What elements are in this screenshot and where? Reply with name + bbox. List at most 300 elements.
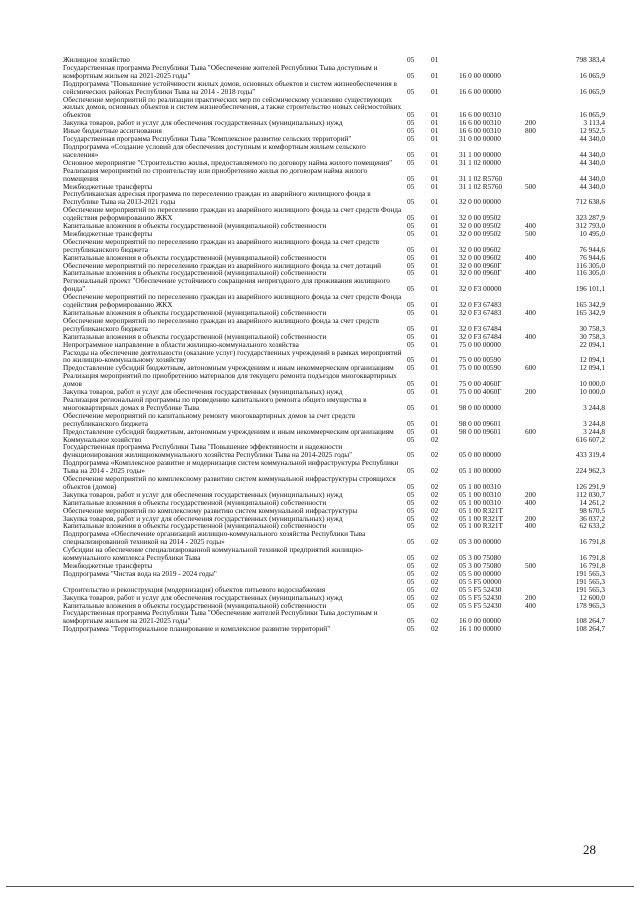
row-amount: 14 261,2 (579, 497, 605, 507)
row-section-code: 05 (407, 339, 415, 349)
row-subsection-code: 01 (431, 260, 439, 270)
row-subsection-code: 02 (431, 434, 439, 444)
row-name: Капитальные вложения в объекты государственной (муниципальной) собственности (63, 331, 327, 341)
row-name: Подпрограмма "Чистая вода на 2019 - 2024 годы" (63, 568, 217, 578)
row-target-article-code: 31 1 02 R5760 (459, 181, 503, 191)
row-name: Закупка товаров, работ и услуг для обеспечения государственных (муниципальных) нужд (63, 513, 343, 523)
table-row (63, 570, 605, 578)
row-section-code: 05 (407, 110, 415, 120)
row-section-code: 05 (407, 197, 415, 207)
row-section-code: 05 (407, 624, 415, 634)
row-target-article-code: 16 6 00 00310 (459, 126, 501, 136)
row-expense-type-code (525, 64, 555, 80)
row-target-article-code: 32 0 00 09602 (459, 252, 501, 262)
row-subsection-code: 01 (431, 173, 439, 183)
row-section-code: 05 (407, 213, 415, 223)
row-subsection-code: 01 (431, 363, 439, 373)
row-section-code: 05 (407, 489, 415, 499)
row-subsection-code: 01 (431, 86, 439, 96)
row-section-code: 05 (407, 70, 415, 80)
row-name: Жилищное хозяйство (63, 55, 130, 64)
row-target-article-code: 05 1 00 00310 (459, 497, 501, 507)
row-amount: 165 342,9 (575, 308, 605, 317)
row-section-code: 05 (407, 576, 415, 586)
row-name: Предоставление субсидий бюджетным, автономным учреждениям и иным некоммерческим организациям (63, 363, 394, 373)
row-target-article-code: 98 0 00 00000 (459, 402, 501, 412)
row-section-code: 05 (407, 323, 415, 333)
row-section-code: 05 (407, 568, 415, 578)
row-section-code: 05 (407, 268, 415, 278)
row-target-article-code: 05 1 00 00310 (459, 489, 501, 499)
row-section-code: 05 (407, 537, 415, 547)
row-name: Обеспечение мероприятий по комплексному развитию систем коммунальной инфраструктуры (63, 505, 358, 515)
row-expense-type-code: 500 (525, 181, 536, 191)
row-expense-type-code (525, 625, 555, 633)
row-subsection-code: 01 (431, 387, 439, 397)
row-target-article-code (459, 56, 525, 64)
row-amount: 16 791,8 (579, 537, 605, 547)
row-subsection-code: 02 (431, 624, 439, 634)
row-section-code: 05 (407, 134, 415, 144)
row-name: Капитальные вложения в объекты государственной (муниципальной) собственности (63, 308, 327, 317)
row-subsection-code: 02 (431, 616, 439, 626)
row-amount: 108 264,7 (575, 616, 605, 626)
row-subsection-code: 01 (431, 149, 439, 159)
row-section-code: 05 (407, 86, 415, 96)
row-expense-type-code (525, 546, 555, 562)
row-amount: 44 340,0 (579, 149, 605, 159)
row-subsection-code: 02 (431, 537, 439, 547)
row-amount: 44 340,0 (579, 157, 605, 167)
row-subsection-code: 02 (431, 600, 439, 610)
row-section-code: 05 (407, 355, 415, 365)
row-subsection-code: 01 (431, 110, 439, 120)
row-amount: 44 340,0 (579, 134, 605, 144)
row-section-code: 05 (407, 149, 415, 159)
row-target-article-code: 32 0 F3 67483 (459, 308, 502, 317)
row-amount: 98 670,5 (579, 505, 605, 515)
row-name: Обеспечение мероприятий по переселению граждан из аварийного жилищного фонда за счет средств республиканского бюджета (63, 236, 380, 254)
row-expense-type-code: 400 (525, 221, 536, 231)
row-target-article-code: 32 0 00 09502 (459, 228, 501, 238)
row-target-article-code: 32 0 F3 67483 (459, 300, 502, 310)
row-subsection-code: 01 (431, 70, 439, 80)
row-subsection-code: 01 (431, 426, 439, 436)
table-row (63, 238, 605, 254)
row-amount: 44 340,0 (579, 173, 605, 183)
row-section-code: 05 (407, 418, 415, 428)
table-row (63, 372, 605, 388)
row-section-code: 05 (407, 497, 415, 507)
row-expense-type-code: 600 (525, 363, 536, 373)
row-amount: 12 094,1 (579, 355, 605, 365)
row-section-code: 05 (407, 284, 415, 294)
row-name: Капитальные вложения в объекты государственной (муниципальной) собственности (63, 521, 327, 531)
row-target-article-code: 75 0 00 00000 (459, 339, 501, 349)
row-subsection-code: 02 (431, 466, 439, 476)
row-target-article-code: 32 0 00 0960Г (459, 268, 502, 278)
row-name: Государственная программа Республики Тыва "Комплексное развитие сельских территорий" (63, 134, 352, 144)
row-section-code: 05 (407, 118, 415, 128)
row-amount: 3 244,8 (583, 426, 605, 436)
table-row (63, 190, 605, 206)
row-subsection-code: 01 (431, 355, 439, 365)
row-target-article-code (459, 436, 525, 444)
table-row (63, 459, 605, 475)
row-section-code: 05 (407, 157, 415, 167)
table-row (63, 428, 605, 436)
row-subsection-code: 01 (431, 213, 439, 223)
row-subsection-code: 02 (431, 576, 439, 586)
row-section-code: 05 (407, 126, 415, 136)
row-subsection-code: 02 (431, 592, 439, 602)
table-row (63, 277, 605, 293)
table-row (63, 475, 605, 491)
row-name: Подпрограмма «Обеспечение организаций жилищно-коммунального хозяйства Республики Тыва специализированной техникой на 2014 - 2025 годы» (63, 529, 366, 547)
row-name: Государственная программа Республики Тыва "Обеспечение жителей Республики Тыва доступным и комфортным жильем на 2021-2025 годы" (63, 62, 378, 80)
row-subsection-code: 01 (431, 197, 439, 207)
row-target-article-code: 75 0 00 00590 (459, 363, 501, 373)
row-expense-type-code (525, 143, 555, 159)
row-subsection-code: 02 (431, 584, 439, 594)
row-amount: 3 244,8 (583, 418, 605, 428)
row-amount: 76 944,6 (579, 244, 605, 254)
row-section-code: 05 (407, 300, 415, 310)
row-target-article-code: 32 0 00 09502 (459, 213, 501, 223)
row-expense-type-code: 400 (525, 268, 536, 278)
row-name: Закупка товаров, работ и услуг для обеспечения государственных (муниципальных) нужд (63, 489, 343, 499)
row-subsection-code: 02 (431, 561, 439, 570)
table-row (63, 625, 605, 633)
row-subsection-code: 01 (431, 252, 439, 262)
row-subsection-code: 01 (431, 284, 439, 294)
row-subsection-code: 02 (431, 513, 439, 523)
row-name: Обеспечение мероприятий по переселению граждан из аварийного жилищного фонда за счет средств Фонда содействия реформированию ЖКХ (63, 205, 402, 223)
row-subsection-code: 02 (431, 521, 439, 531)
row-amount: 22 094,1 (579, 339, 605, 349)
row-target-article-code: 98 0 00 09601 (459, 426, 501, 436)
row-expense-type-code: 400 (525, 521, 536, 531)
row-amount: 16 791,8 (579, 553, 605, 563)
row-name: Закупка товаров, работ и услуг для обеспечения государственных (муниципальных) нужд (63, 387, 343, 397)
row-expense-type-code (525, 609, 555, 625)
row-section-code: 05 (407, 173, 415, 183)
row-section-code: 05 (407, 513, 415, 523)
row-expense-type-code (525, 372, 555, 388)
row-amount: 10 000,0 (579, 379, 605, 389)
row-target-article-code: 05 5 F5 52430 (459, 600, 502, 610)
row-amount: 16 065,9 (579, 70, 605, 80)
row-amount: 16 065,9 (579, 110, 605, 120)
table-row (63, 443, 605, 459)
row-expense-type-code (525, 570, 555, 578)
row-name: Капитальные вложения в объекты государственной (муниципальной) собственности (63, 600, 327, 610)
row-target-article-code: 75 0 00 4060Г (459, 387, 502, 397)
row-section-code: 05 (407, 600, 415, 610)
row-name: Капитальные вложения в объекты государственной (муниципальной) собственности (63, 268, 327, 278)
row-subsection-code: 01 (431, 126, 439, 136)
row-name: Строительство и реконструкция (модернизация) объектов питьевого водоснабжения (63, 584, 326, 594)
row-name: Основное мероприятие "Строительство жилья, предоставляемого по договору найма жилого помещения" (63, 157, 393, 167)
row-amount: 116 305,0 (576, 268, 605, 278)
row-amount: 196 101,1 (575, 284, 605, 294)
row-name: Обеспечение мероприятий по переселению граждан из аварийного жилищного фонда за счет дотаций (63, 260, 381, 270)
row-subsection-code: 02 (431, 505, 439, 515)
row-section-code: 05 (407, 450, 415, 460)
row-expense-type-code (525, 293, 555, 309)
row-subsection-code: 01 (431, 308, 439, 317)
row-target-article-code: 32 0 00 09502 (459, 221, 501, 231)
row-section-code: 05 (407, 379, 415, 389)
row-target-article-code: 05 1 00 R321Т (459, 513, 503, 523)
row-section-code: 05 (407, 181, 415, 191)
row-subsection-code: 02 (431, 481, 439, 491)
row-name: Республиканская адресная программа по переселению граждан из аварийного жилищного фонда в Республике Тыва на 2013-2021 годы (63, 189, 371, 207)
row-amount: 36 037,2 (579, 513, 605, 523)
row-name: Подпрограмма «Комплексное развитие и модернизация систем коммунальной инфраструктуры Республики Тыва на 2014 - 2025 годы» (63, 458, 399, 476)
row-amount: 3 244,8 (583, 402, 605, 412)
row-subsection-code: 01 (431, 300, 439, 310)
row-target-article-code: 05 1 00 00310 (459, 481, 501, 491)
table-row (63, 206, 605, 222)
row-expense-type-code: 400 (525, 600, 536, 610)
row-target-article-code: 31 1 00 00000 (459, 149, 501, 159)
budget-table-body (63, 56, 605, 633)
row-name: Межбюджетные трансферты (63, 561, 153, 570)
row-section-code: 05 (407, 221, 415, 231)
row-name: Предоставление субсидий бюджетным, автономным учреждениям и иным некоммерческим организациям (63, 426, 394, 436)
row-expense-type-code: 800 (525, 126, 536, 136)
row-amount: 12 094,1 (579, 363, 605, 373)
row-name: Подпрограмма «Создание условий для обеспечения доступным и комфортным жильем сельского населения» (63, 141, 366, 159)
row-subsection-code: 01 (431, 134, 439, 144)
row-amount: 10 000,0 (579, 387, 605, 397)
table-row (63, 396, 605, 412)
row-subsection-code: 02 (431, 553, 439, 563)
row-amount: 12 952,5 (579, 126, 605, 136)
row-expense-type-code: 400 (525, 252, 536, 262)
row-expense-type-code: 400 (525, 308, 536, 317)
row-expense-type-code (525, 96, 555, 120)
row-amount: 798 383,4 (575, 55, 605, 64)
row-section-code: 05 (407, 308, 415, 317)
row-section-code: 05 (407, 228, 415, 238)
row-subsection-code: 02 (431, 450, 439, 460)
row-target-article-code: 16 6 00 00310 (459, 118, 501, 128)
row-target-article-code: 05 1 00 R321Т (459, 505, 503, 515)
row-expense-type-code (525, 396, 555, 412)
bottom-divider (6, 886, 634, 887)
row-section-code: 05 (407, 466, 415, 476)
row-name: Обеспечение мероприятий по капитальному ремонту многоквартирных домов за счет средств республиканского бюджета (63, 410, 356, 428)
row-section-code: 05 (407, 387, 415, 397)
row-subsection-code: 01 (431, 379, 439, 389)
row-expense-type-code (525, 80, 555, 96)
row-amount: 712 638,6 (575, 197, 605, 207)
row-target-article-code: 05 3 00 75080 (459, 561, 501, 570)
table-row (63, 293, 605, 309)
row-amount: 433 319,4 (575, 450, 605, 460)
row-amount: 108 264,7 (575, 624, 605, 634)
row-expense-type-code (525, 190, 555, 206)
row-subsection-code: 01 (431, 339, 439, 349)
row-subsection-code: 01 (431, 55, 439, 64)
table-row (63, 167, 605, 183)
row-subsection-code: 01 (431, 418, 439, 428)
row-amount: 16 791,8 (579, 561, 605, 570)
table-row (63, 530, 605, 546)
row-expense-type-code (525, 135, 555, 143)
row-expense-type-code (525, 459, 555, 475)
row-section-code: 05 (407, 244, 415, 254)
row-name: Обеспечение мероприятий по переселению граждан из аварийного жилищного фонда за счет средств Фонда содействия реформированию ЖКХ (63, 292, 402, 310)
row-target-article-code: 16 0 00 00000 (459, 616, 501, 626)
row-section-code: 05 (407, 252, 415, 262)
row-amount: 44 340,0 (579, 181, 605, 191)
row-section-code: 05 (407, 434, 415, 444)
row-expense-type-code (525, 206, 555, 222)
row-subsection-code: 01 (431, 244, 439, 254)
row-amount: 76 944,6 (579, 252, 605, 262)
row-target-article-code: 05 5 F5 52430 (459, 584, 502, 594)
row-expense-type-code (525, 530, 555, 546)
row-section-code: 05 (407, 426, 415, 436)
row-target-article-code: 05 3 00 00000 (459, 537, 501, 547)
row-name: Реализация мероприятий по строительству или приобретению жилья по договорам найма жилого помещения (63, 165, 368, 183)
row-section-code: 05 (407, 584, 415, 594)
row-target-article-code: 16 6 00 00000 (459, 86, 501, 96)
row-subsection-code: 01 (431, 331, 439, 341)
table-row (63, 349, 605, 365)
row-amount: 165 342,9 (575, 300, 605, 310)
row-expense-type-code (525, 436, 555, 444)
row-section-code: 05 (407, 592, 415, 602)
row-name: Капитальные вложения в объекты государственной (муниципальной) собственности (63, 497, 327, 507)
row-section-code: 05 (407, 521, 415, 531)
row-name: Расходы на обеспечение деятельности (оказание услуг) государственных учреждений в рамках мероприятий по жилищно-коммунальному хозяйству (63, 347, 402, 365)
row-expense-type-code: 500 (525, 228, 536, 238)
row-expense-type-code: 600 (525, 426, 536, 436)
row-section-code: 05 (407, 553, 415, 563)
row-target-article-code: 16 6 00 00310 (459, 110, 501, 120)
row-amount: 10 495,0 (579, 228, 605, 238)
row-target-article-code: 05 1 00 R321Т (459, 521, 503, 531)
row-name: Субсидии на обеспечение специализированной коммунальной техникой предприятий жилищно-коммунального комплекса Республики Тыва (63, 545, 364, 563)
row-target-article-code: 31 1 02 00000 (459, 157, 501, 167)
row-section-code: 05 (407, 260, 415, 270)
row-expense-type-code (525, 475, 555, 491)
row-subsection-code: 01 (431, 228, 439, 238)
row-target-article-code: 32 0 00 0960Г (459, 260, 502, 270)
row-name: Капитальные вложения в объекты государственной (муниципальной) собственности (63, 252, 327, 262)
table-row (63, 546, 605, 562)
row-expense-type-code (525, 443, 555, 459)
row-section-code: 05 (407, 402, 415, 412)
row-expense-type-code (525, 349, 555, 365)
table-row (63, 80, 605, 96)
row-subsection-code: 01 (431, 118, 439, 128)
table-row (63, 96, 605, 120)
row-expense-type-code (525, 159, 555, 167)
row-name: Подпрограмма "Территориальное планирование и комплексное развитие территорий" (63, 624, 331, 634)
row-amount: 616 607,2 (575, 434, 605, 444)
row-name: Обеспечение мероприятий по переселению граждан из аварийного жилищного фонда за счет средств республиканского бюджета (63, 315, 380, 333)
table-row (63, 609, 605, 625)
row-amount: 3 113,4 (583, 118, 605, 128)
row-subsection-code: 01 (431, 181, 439, 191)
row-amount: 30 758,3 (579, 323, 605, 333)
row-name: Государственная программа Республики Тыва "Повышение эффективности и надежности функционирования жилищнокоммунального хозяйства Республики Тыва на 2014-2025 годы" (63, 442, 353, 460)
row-amount: 126 291,9 (575, 481, 605, 491)
row-amount: 112 030,7 (576, 489, 605, 499)
row-subsection-code: 02 (431, 568, 439, 578)
table-row (63, 143, 605, 159)
row-amount: 116 305,0 (576, 260, 605, 270)
page-number: 28 (583, 842, 596, 857)
row-name: Обеспечение мероприятий по реализации практических мер по сейсмическому усилению существующих жилых домов, основных объектов и систем жизнеобеспечения, а также строительство новых сейсмостойких объектов (63, 94, 402, 120)
row-subsection-code: 01 (431, 157, 439, 167)
row-target-article-code: 32 0 F3 00000 (459, 284, 502, 294)
row-target-article-code: 31 1 02 R5760 (459, 173, 503, 183)
row-expense-type-code: 200 (525, 489, 536, 499)
row-amount: 191 565,3 (575, 584, 605, 594)
row-expense-type-code: 400 (525, 497, 536, 507)
row-expense-type-code (525, 277, 555, 293)
row-subsection-code: 02 (431, 497, 439, 507)
row-subsection-code: 01 (431, 402, 439, 412)
row-amount: 16 065,9 (579, 86, 605, 96)
row-target-article-code: 32 0 00 00000 (459, 197, 501, 207)
row-name: Реализация мероприятий по приобретению материалов для текущего ремонта подъездов многоквартирных домов (63, 371, 397, 389)
row-expense-type-code (525, 167, 555, 183)
row-target-article-code: 05 3 00 75080 (459, 553, 501, 563)
row-target-article-code: 98 0 00 09601 (459, 418, 501, 428)
row-target-article-code: 16 1 00 00000 (459, 624, 501, 634)
row-amount: 30 758,3 (579, 331, 605, 341)
row-target-article-code: 75 0 00 4060Г (459, 379, 502, 389)
row-section-code: 05 (407, 55, 415, 64)
row-amount: 323 287,9 (575, 213, 605, 223)
row-name: Иные бюджетные ассигнования (63, 126, 162, 136)
row-target-article-code: 32 0 F3 67484 (459, 323, 502, 333)
row-name: Непрограммное направление в области жилищно-коммунального хозяйства (63, 339, 299, 349)
row-amount: 224 962,3 (575, 466, 605, 476)
row-expense-type-code (525, 578, 555, 586)
row-target-article-code: 05 5 F5 52430 (459, 592, 502, 602)
row-target-article-code: 31 0 00 00000 (459, 134, 501, 144)
row-name: Закупка товаров, работ и услуг для обеспечения государственных (муниципальных) нужд (63, 118, 343, 128)
row-expense-type-code: 500 (525, 561, 536, 570)
row-subsection-code: 01 (431, 268, 439, 278)
row-section-code: 05 (407, 331, 415, 341)
row-subsection-code: 02 (431, 489, 439, 499)
row-target-article-code: 32 0 F3 67484 (459, 331, 502, 341)
row-name: Межбюджетные трансферты (63, 181, 153, 191)
row-target-article-code: 75 0 00 00590 (459, 355, 501, 365)
row-name: Региональный проект "Обеспечение устойчивого сокращения непригодного для проживания жилищного фонда" (63, 276, 390, 294)
row-amount: 312 793,0 (575, 221, 605, 231)
row-name: Капитальные вложения в объекты государственной (муниципальной) собственности (63, 221, 327, 231)
row-target-article-code: 05 1 00 00000 (459, 466, 501, 476)
row-name: Реализация региональной программы по проведению капитального ремонта общего имущества в многоквартирных домах в Республике Тыва (63, 394, 367, 412)
row-subsection-code: 01 (431, 323, 439, 333)
row-name: Государственная программа Республики Тыва "Обеспечение жителей Республики Тыва доступным и комфортным жильем на 2021-2025 годы" (63, 608, 378, 626)
row-target-article-code: 16 0 00 00000 (459, 70, 501, 80)
row-amount: 178 965,3 (575, 600, 605, 610)
table-row (63, 317, 605, 333)
row-name: Подпрограмма "Повышение устойчивости жилых домов, основных объектов и систем жизнеобеспечения в сейсмических районах Республики Тыва на 2014 - 2018 годы" (63, 78, 397, 96)
row-target-article-code: 05 0 00 00000 (459, 450, 501, 460)
